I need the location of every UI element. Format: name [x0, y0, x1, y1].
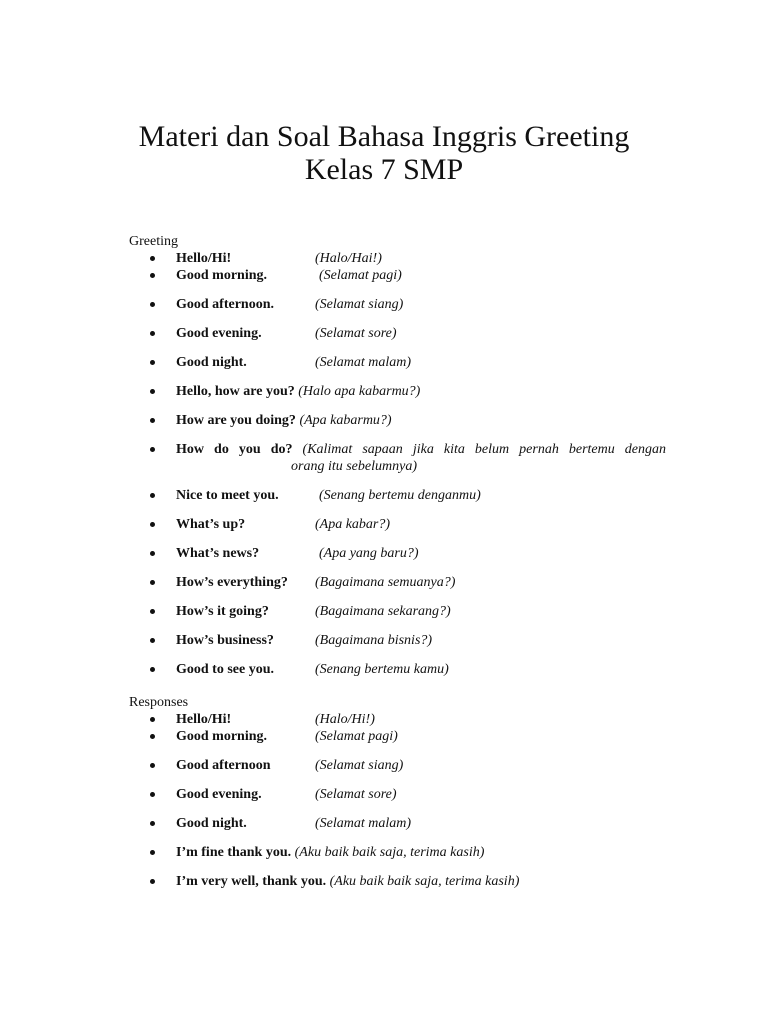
greeting-translation: (Senang bertemu kamu)	[315, 662, 449, 677]
response-phrase-text: I’m fine thank you.	[176, 845, 292, 860]
bullet-icon	[150, 734, 155, 739]
bullet-icon	[150, 389, 155, 394]
greeting-translation: (Kalimat sapaan jika kita belum pernah bertemu dengan	[302, 442, 666, 457]
page-title	[0, 120, 768, 186]
greeting-item	[0, 355, 768, 372]
greeting-heading: Greeting	[129, 234, 178, 249]
greeting-phrase-text: Hello, how are you?	[176, 384, 295, 399]
greeting-translation: (Bagaimana semuanya?)	[315, 575, 456, 590]
greeting-item	[0, 488, 768, 505]
greeting-phrase: Good evening.	[176, 326, 262, 341]
bullet-icon	[150, 522, 155, 527]
greeting-item	[0, 442, 768, 476]
bullet-icon	[150, 609, 155, 614]
greeting-item	[0, 633, 768, 650]
response-phrase: Good morning.	[176, 729, 268, 744]
greeting-translation: (Bagaimana bisnis?)	[315, 633, 433, 648]
response-item	[0, 816, 768, 833]
response-item	[0, 758, 768, 775]
bullet-icon	[150, 360, 155, 365]
greeting-translation: (Bagaimana sekarang?)	[315, 604, 451, 619]
greeting-phrase: What’s news?	[176, 546, 260, 561]
greeting-translation: (Apa yang baru?)	[319, 546, 419, 561]
greeting-phrase	[176, 384, 420, 400]
bullet-icon	[150, 256, 155, 261]
bullet-icon	[150, 821, 155, 826]
response-phrase: Hello/Hi!	[176, 712, 232, 727]
response-phrase	[176, 845, 484, 861]
bullet-icon	[150, 667, 155, 672]
greeting-item	[0, 517, 768, 534]
response-phrase: Good night.	[176, 816, 247, 831]
response-translation: (Halo/Hi!)	[315, 712, 375, 727]
bullet-icon	[150, 331, 155, 336]
greeting-item	[0, 662, 768, 679]
bullet-icon	[150, 850, 155, 855]
response-translation: (Aku baik baik saja, terima kasih)	[329, 874, 520, 889]
greeting-item	[0, 326, 768, 343]
responses-heading: Responses	[129, 695, 189, 710]
greeting-phrase	[176, 442, 666, 458]
greeting-phrase: What’s up?	[176, 517, 246, 532]
response-item	[0, 729, 768, 746]
greeting-translation: (Selamat pagi)	[319, 268, 402, 283]
greeting-translation-continued: orang itu sebelumnya)	[291, 459, 417, 474]
bullet-icon	[150, 447, 155, 452]
bullet-icon	[150, 273, 155, 278]
greeting-phrase-text: How do you do?	[176, 442, 293, 457]
page-title-line-2: Kelas 7 SMP	[304, 153, 464, 186]
page-title-line-1: Materi dan Soal Bahasa Inggris Greeting	[138, 120, 630, 153]
response-translation: (Selamat pagi)	[315, 729, 398, 744]
bullet-icon	[150, 717, 155, 722]
greeting-translation: (Selamat sore)	[315, 326, 397, 341]
greeting-phrase	[176, 413, 392, 429]
greeting-phrase: Good to see you.	[176, 662, 274, 677]
greeting-item	[0, 297, 768, 314]
response-phrase	[176, 874, 519, 890]
response-translation: (Selamat sore)	[315, 787, 397, 802]
greeting-translation: (Halo/Hai!)	[315, 251, 382, 266]
bullet-icon	[150, 551, 155, 556]
bullet-icon	[150, 418, 155, 423]
bullet-icon	[150, 763, 155, 768]
response-item	[0, 787, 768, 804]
greeting-translation: (Selamat malam)	[315, 355, 412, 370]
response-item	[0, 845, 768, 862]
response-phrase: Good evening.	[176, 787, 262, 802]
response-item	[0, 874, 768, 891]
greeting-phrase: Hello/Hi!	[176, 251, 232, 266]
greeting-item	[0, 575, 768, 592]
greeting-translation: (Apa kabar?)	[315, 517, 391, 532]
greeting-phrase: How’s everything?	[176, 575, 288, 590]
greeting-phrase-text: How are you doing?	[176, 413, 296, 428]
bullet-icon	[150, 580, 155, 585]
response-translation: (Selamat siang)	[315, 758, 404, 773]
bullet-icon	[150, 493, 155, 498]
greeting-phrase: How’s it going?	[176, 604, 269, 619]
greeting-item	[0, 546, 768, 563]
greeting-item	[0, 604, 768, 621]
greeting-phrase: Good afternoon.	[176, 297, 274, 312]
greeting-phrase: Good night.	[176, 355, 247, 370]
greeting-item	[0, 413, 768, 430]
greeting-item	[0, 268, 768, 285]
bullet-icon	[150, 638, 155, 643]
greeting-translation: (Apa kabarmu?)	[299, 413, 392, 428]
greeting-phrase: Nice to meet you.	[176, 488, 279, 503]
greeting-translation: (Senang bertemu denganmu)	[319, 488, 481, 503]
greeting-item	[0, 384, 768, 401]
response-phrase-text: I’m very well, thank you.	[176, 874, 327, 889]
greeting-phrase: How’s business?	[176, 633, 274, 648]
greeting-phrase: Good morning.	[176, 268, 268, 283]
response-translation: (Selamat malam)	[315, 816, 412, 831]
greeting-translation: (Selamat siang)	[315, 297, 404, 312]
bullet-icon	[150, 792, 155, 797]
greeting-translation: (Halo apa kabarmu?)	[298, 384, 421, 399]
response-translation: (Aku baik baik saja, terima kasih)	[294, 845, 485, 860]
greeting-item	[0, 251, 768, 268]
response-item	[0, 712, 768, 729]
bullet-icon	[150, 879, 155, 884]
bullet-icon	[150, 302, 155, 307]
response-phrase: Good afternoon	[176, 758, 271, 773]
